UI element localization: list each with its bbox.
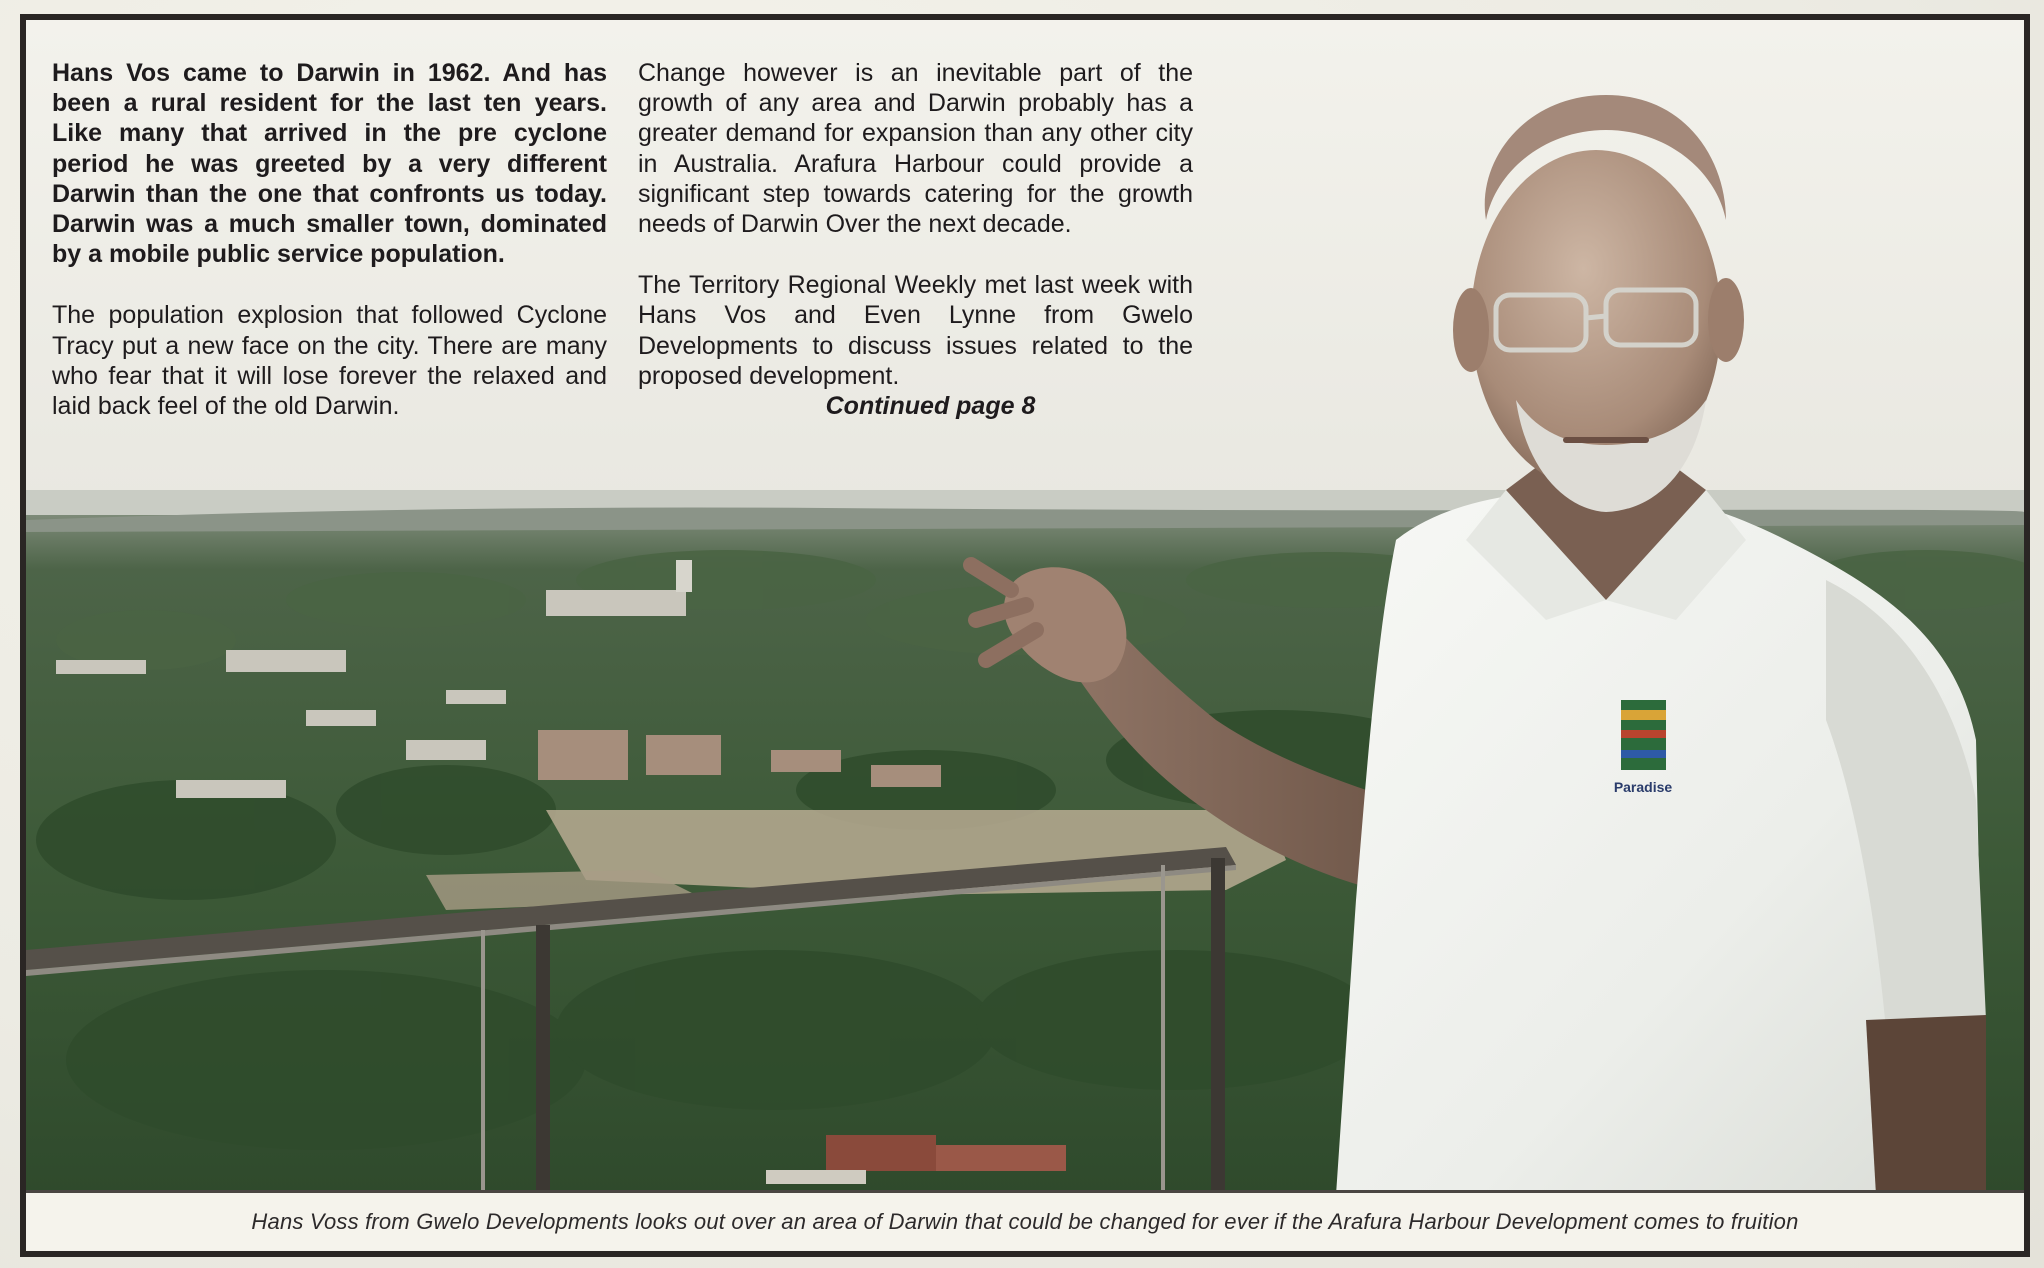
photo-caption-bar (26, 1190, 2024, 1251)
body-paragraph: The population explosion that followed Cyclone Tracy put a new face on the city. There are many who fear that it will lose forever the relaxed and laid back feel of the old Darwin. (52, 301, 607, 421)
continued-page-link: Continued page 8 (825, 392, 1036, 421)
article-column-1 (52, 58, 607, 452)
photo-caption: Hans Voss from Gwelo Developments looks out over an area of Darwin that could be changed for ever if the Arafura Harbour Development comes to fruition (251, 1209, 1799, 1234)
body-paragraph: Change however is an inevitable part of the growth of any area and Darwin probably has a greater demand for expansion than any other city in Australia. Arafura Harbour could provide a significant step towards catering for the growth needs of Darwin Over the next decade. (638, 59, 1193, 239)
article-frame (20, 14, 2030, 1257)
article-column-2 (638, 58, 1193, 421)
intro-paragraph: Hans Vos came to Darwin in 1962. And has been a rural resident for the last ten years. Like many that arrived in the pre cyclone period he was greeted by a very different Darwin than the one that confronts us today. Darwin was a much smaller town, dominated by a mobile public service population. (52, 59, 607, 269)
shirt-logo-text: Paradise (1613, 779, 1673, 795)
body-paragraph: The Territory Regional Weekly met last week with Hans Vos and Even Lynne from Gwelo Developments to discuss issues related to the proposed development. (638, 271, 1193, 390)
